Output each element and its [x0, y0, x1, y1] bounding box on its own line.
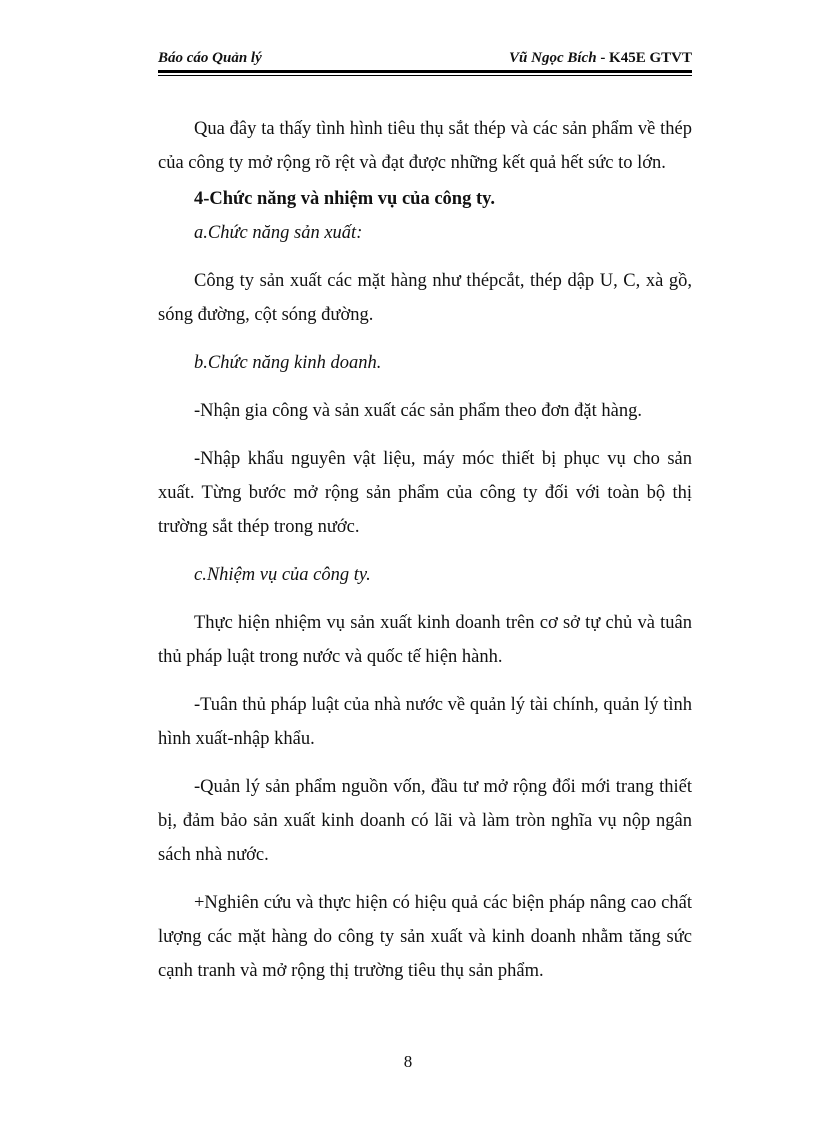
subheading-business-function: b.Chức năng kinh doanh.	[194, 353, 382, 373]
header-author-block	[509, 50, 692, 67]
paragraph-quality-research: +Nghiên cứu và thực hiện có hiệu quả các biện pháp nâng cao chất lượng các mặt hàng do công ty sản xuất và kinh doanh nhằm tăng sức cạnh tranh và mở rộng thị trường tiêu thụ sản phẩm.	[158, 893, 692, 981]
subheading-production-function: a.Chức năng sản xuất:	[194, 223, 363, 243]
page-body	[158, 112, 692, 988]
header-rule-thick	[158, 70, 692, 73]
paragraph-consumption-summary: Qua đây ta thấy tình hình tiêu thụ sắt thép và các sản phẩm về thép của công ty mở rộng rõ rệt và đạt được những kết quả hết sức to lớn.	[158, 119, 692, 173]
paragraph-import-materials: -Nhập khẩu nguyên vật liệu, máy móc thiết bị phục vụ cho sản xuất. Từng bước mở rộng sản phẩm của công ty đối với toàn bộ thị trường sắt thép trong nước.	[158, 449, 692, 537]
page-number: 8	[403, 1052, 413, 1071]
subheading-company-duties: c.Nhiệm vụ của công ty.	[194, 565, 371, 585]
paragraph-processing-orders: -Nhận gia công và sản xuất các sản phẩm theo đơn đặt hàng.	[194, 401, 642, 421]
header-rule-thin	[158, 75, 692, 76]
page-header	[158, 50, 692, 72]
paragraph-autonomy-compliance: Thực hiện nhiệm vụ sản xuất kinh doanh trên cơ sở tự chủ và tuân thủ pháp luật trong nước và quốc tế hiện hành.	[158, 613, 692, 667]
paragraph-capital-management: -Quản lý sản phẩm nguồn vốn, đầu tư mở rộng đổi mới trang thiết bị, đảm bảo sản xuất kinh doanh có lãi và làm tròn nghĩa vụ nộp ngân sách nhà nước.	[158, 777, 692, 865]
header-class-code: - K45E GTVT	[596, 50, 692, 66]
header-author: Vũ Ngọc Bích	[509, 50, 597, 66]
paragraph-production-products: Công ty sản xuất các mặt hàng như thépcắt, thép dập U, C, xà gồ, sóng đường, cột sóng đường.	[158, 271, 692, 325]
header-title: Báo cáo Quản lý	[158, 50, 262, 66]
section-heading-functions: 4-Chức năng và nhiệm vụ của công ty.	[194, 189, 495, 209]
paragraph-financial-law: -Tuân thủ pháp luật của nhà nước về quản lý tài chính, quản lý tình hình xuất-nhập khẩu.	[158, 695, 692, 749]
